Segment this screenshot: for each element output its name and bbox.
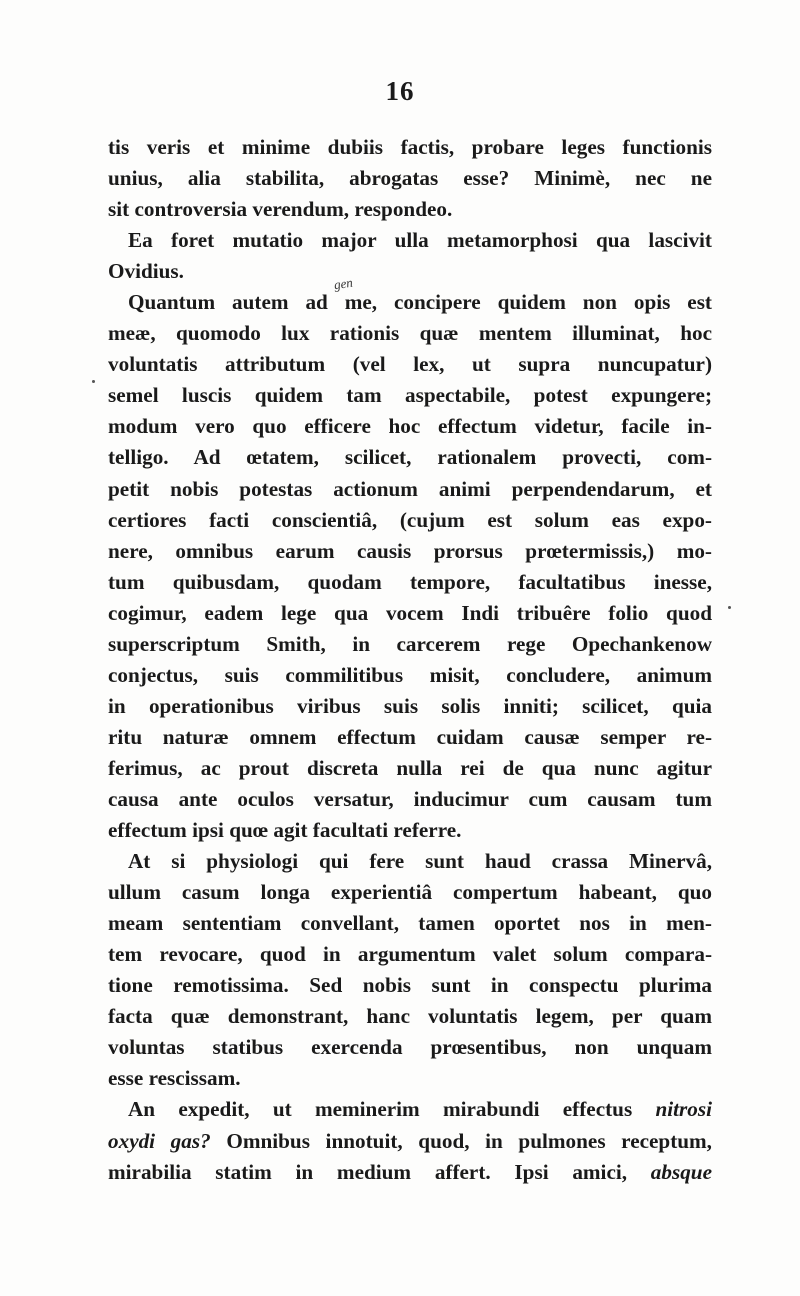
page-number: 16 [385, 76, 415, 106]
text-line: semel luscis quidem tam aspectabile, potest expungere; [108, 383, 712, 408]
text-line: Ovidius. [108, 259, 184, 284]
text-line: Ea foret mutatio major ulla metamorphosi qua lascivit [128, 228, 712, 253]
text-line: modum vero quo efficere hoc effectum videtur, facile in- [108, 414, 712, 439]
text-line: conjectus, suis commilitibus misit, concludere, animum [108, 662, 712, 687]
text-line: telligo. Ad œtatem, scilicet, rationalem provecti, com- [108, 445, 712, 470]
margin-mark [92, 380, 95, 383]
text-line: effectum ipsi quœ agit facultati referre. [108, 818, 462, 843]
body-text [108, 132, 712, 1188]
text-line: meæ, quomodo lux rationis quæ mentem illuminat, hoc [108, 321, 712, 346]
text-line: esse rescissam. [108, 1066, 241, 1091]
text-line: ullum casum longa experientiâ compertum habeant, quo [108, 880, 712, 905]
italic-word: oxydi gas? [108, 1128, 211, 1153]
text-line: At si physiologi qui fere sunt haud crassa Minervâ, [128, 849, 712, 874]
text-line: voluntas statibus exercenda prœsentibus, non unquam [108, 1035, 712, 1060]
text-line: voluntatis attributum (vel lex, ut supra nuncupatur) [108, 352, 712, 377]
margin-mark [728, 606, 731, 609]
text-line: mirabilia statim in medium affert. Ipsi amici, absque [108, 1159, 712, 1184]
text-line: tem revocare, quod in argumentum valet solum compara- [108, 942, 712, 967]
text-line: An expedit, ut meminerim mirabundi effectus nitrosi [128, 1097, 712, 1122]
text-line: petit nobis potestas actionum animi perpendendarum, et [108, 476, 712, 501]
text-line: facta quæ demonstrant, hanc voluntatis legem, per quam [108, 1004, 712, 1029]
text-line: tione remotissima. Sed nobis sunt in conspectu plurima [108, 973, 712, 998]
text-line: ferimus, ac prout discreta nulla rei de qua nunc agitur [108, 755, 712, 780]
text-line: oxydi gas? Omnibus innotuit, quod, in pulmones receptum, [108, 1128, 712, 1153]
text-line: sit controversia verendum, respondeo. [108, 197, 453, 222]
text-line: unius, alia stabilita, abrogatas esse? Minimè, nec ne [108, 166, 712, 191]
text-line: ritu naturæ omnem effectum cuidam causæ semper re- [108, 724, 712, 749]
text-line: superscriptum Smith, in carcerem rege Opechankenow [108, 631, 712, 656]
text-line: Quantum autem ad me, concipere quidem non opis est [128, 290, 712, 315]
text-line: in operationibus viribus suis solis inniti; scilicet, quia [108, 693, 712, 718]
text-line: tum quibusdam, quodam tempore, facultatibus inesse, [108, 569, 712, 594]
text-line: certiores facti conscientiâ, (cujum est solum eas expo- [108, 507, 712, 532]
text-line: tis veris et minime dubiis factis, probare leges functionis [108, 135, 712, 159]
handwritten-annotation: gen [332, 274, 354, 293]
italic-word: nitrosi [655, 1097, 712, 1122]
text-line: cogimur, eadem lege qua vocem Indi tribuêre folio quod [108, 600, 712, 625]
text-line: nere, omnibus earum causis prorsus prœtermissis,) mo- [108, 538, 712, 563]
text-line: causa ante oculos versatur, inducimur cum causam tum [108, 786, 712, 811]
italic-word: absque [650, 1159, 712, 1184]
text-line: meam sententiam convellant, tamen oportet nos in men- [108, 911, 712, 936]
